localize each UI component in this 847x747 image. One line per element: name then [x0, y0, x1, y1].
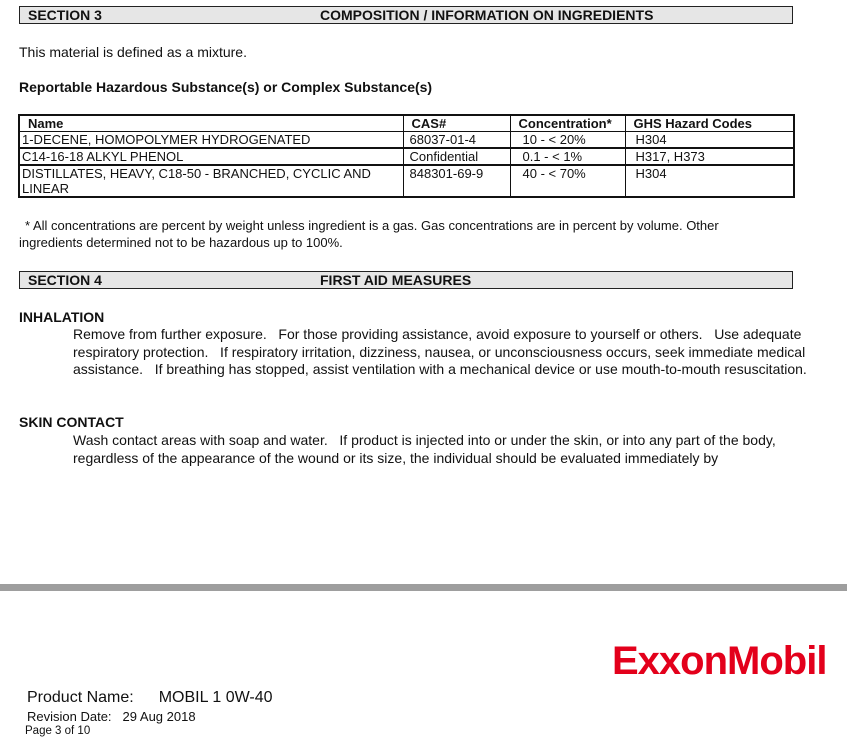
cell-concentration: 10 - < 20% — [510, 132, 625, 149]
cell-concentration: 0.1 - < 1% — [510, 148, 625, 165]
revision-date-label: Revision Date: — [27, 709, 112, 724]
section-4-number: SECTION 4 — [28, 272, 102, 288]
concentration-footnote: * All concentrations are percent by weight unless ingredient is a gas. Gas concentrations are in percent by volume. Other ingredients determined not to be hazardous up to 100%. — [19, 218, 719, 250]
col-header-concentration: Concentration* — [510, 115, 625, 132]
col-header-name: Name — [19, 115, 403, 132]
table-row — [19, 148, 794, 165]
cell-cas: Confidential — [403, 148, 510, 165]
section-3-number: SECTION 3 — [28, 7, 102, 23]
footer-divider — [0, 584, 847, 591]
section-4-header — [19, 271, 793, 289]
table-row — [19, 132, 794, 149]
product-name-row — [27, 689, 273, 707]
table-header-row — [19, 115, 794, 132]
cell-concentration: 40 - < 70% — [510, 165, 625, 197]
reportable-substances-heading: Reportable Hazardous Substance(s) or Complex Substance(s) — [19, 79, 433, 95]
section-4-title: FIRST AID MEASURES — [320, 272, 472, 288]
cell-cas: 68037-01-4 — [403, 132, 510, 149]
inhalation-heading: INHALATION — [19, 309, 105, 325]
cell-ghs: H317, H373 — [625, 148, 794, 165]
mixture-note: This material is defined as a mixture. — [19, 44, 247, 60]
cell-name: 1-DECENE, HOMOPOLYMER HYDROGENATED — [19, 132, 403, 149]
section-3-header — [19, 6, 793, 24]
revision-date-value: 29 Aug 2018 — [122, 709, 196, 724]
cell-name: DISTILLATES, HEAVY, C18-50 - BRANCHED, CYCLIC AND LINEAR — [19, 165, 403, 197]
cell-cas: 848301-69-9 — [403, 165, 510, 197]
col-header-ghs: GHS Hazard Codes — [625, 115, 794, 132]
inhalation-text: Remove from further exposure. For those providing assistance, avoid exposure to yourself or others. Use adequate respiratory protection. If respiratory irritation, dizziness, nausea, or unconsciousness occurs, seek immediate medical assistance. If breathing has stopped, assist ventilation with a mechanical device or use mouth-to-mouth resuscitation. — [73, 326, 810, 378]
col-header-cas: CAS# — [403, 115, 510, 132]
cell-ghs: H304 — [625, 132, 794, 149]
table-row — [19, 165, 794, 197]
logo-text: ExxonMobil — [612, 639, 827, 683]
skin-contact-heading: SKIN CONTACT — [19, 414, 124, 430]
section-3-title: COMPOSITION / INFORMATION ON INGREDIENTS — [320, 7, 654, 23]
ingredients-table — [18, 114, 795, 198]
cell-ghs: H304 — [625, 165, 794, 197]
skin-contact-text: Wash contact areas with soap and water. If product is injected into or under the skin, or into any part of the body, regardless of the appearance of the wound or its size, the individual should be evaluated immediately by — [73, 432, 780, 466]
revision-date-row — [27, 709, 196, 724]
exxonmobil-logo — [612, 638, 826, 684]
product-name-value: MOBIL 1 0W-40 — [158, 689, 273, 706]
page-number: Page 3 of 10 — [25, 725, 91, 737]
cell-name: C14-16-18 ALKYL PHENOL — [19, 148, 403, 165]
product-name-label: Product Name: — [27, 689, 134, 706]
